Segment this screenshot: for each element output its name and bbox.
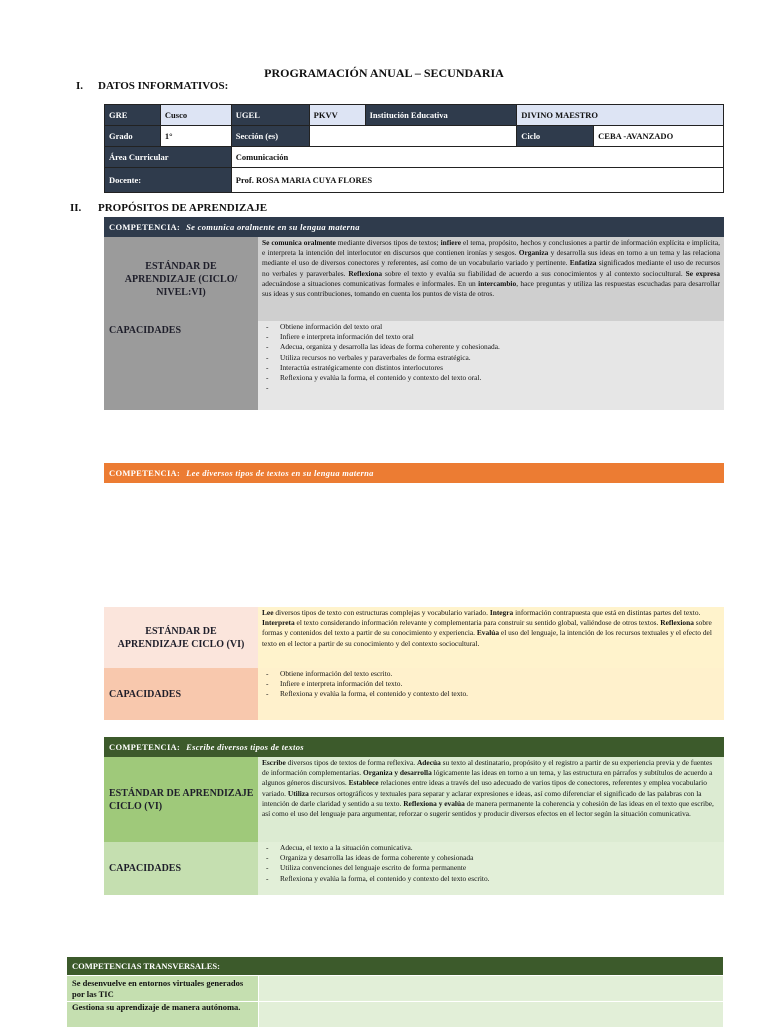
estandar-fragment: de manera permanente la coherencia y cohesión de las ideas en el texto que escribe, así como el uso del lenguaje para argumentar, reforzar o sugerir sentidos y producir diversos efectos en el lector según la situación comunicativa. — [262, 798, 714, 819]
capacidades-lee-row — [104, 668, 724, 720]
estandar-label: ESTÁNDAR DE APRENDIZAJE (CICLO/ NIVEL:VI) — [104, 237, 258, 321]
grado-label: Grado — [105, 126, 161, 147]
estandar-fragment: recursos ortográficos y textuales para separar y aclarar expresiones e ideas, así como diferenciar el significado de las palabras con la intención de darle claridad y sentido a su texto. — [262, 788, 702, 808]
capacidades-label: CAPACIDADES — [104, 321, 258, 410]
estandar-keyword: intercambio — [478, 278, 517, 288]
estandar-fragment: lógicamente las ideas en torno a un tema, y las estructura en párrafos y subtítulos de acuerdo a algunos géneros discursivos. — [262, 768, 713, 788]
transversal-tic-value — [258, 976, 723, 1002]
estandar-keyword: Establece — [348, 778, 379, 788]
area-label: Área Curricular — [105, 147, 232, 168]
institucion-value: DIVINO MAESTRO — [517, 105, 724, 126]
table-row — [105, 168, 724, 193]
estandar-fragment: el texto considerando información relevante y complementaria para construir su sentido global, valiéndose de otros textos. — [294, 618, 661, 628]
ugel-label: UGEL — [231, 105, 309, 126]
list-item: - Utiliza recursos no verbales y paraverbales de forma estratégica. — [262, 353, 720, 363]
list-item: - Obtiene información del texto oral — [262, 322, 720, 332]
estandar-keyword: Se expresa — [685, 268, 720, 278]
estandar-fragment: significados mediante el uso de recursos no verbales y paraverbales. — [262, 258, 721, 278]
estandar-text — [258, 757, 724, 842]
competencia-oral-header — [104, 217, 724, 237]
docente-value: Prof. ROSA MARIA CUYA FLORES — [231, 168, 723, 193]
estandar-fragment: , hace preguntas y utiliza las respuestas escuchadas para desarrollar sus ideas y sus contribuciones, tomando en cuenta los puntos de vista de otros. — [262, 278, 720, 299]
institucion-label: Institución Educativa — [365, 105, 517, 126]
ugel-value: PKVV — [309, 105, 365, 126]
competencia-label: COMPETENCIA: — [109, 468, 181, 478]
competencias-transversales-table — [66, 956, 724, 1028]
list-item: - Interactúa estratégicamente con distintos interlocutores — [262, 363, 720, 373]
section-number: II. — [70, 202, 82, 214]
estandar-label: ESTÁNDAR DE APRENDIZAJE CICLO (VI) — [104, 757, 258, 842]
list-item: - Obtiene información del texto escrito. — [262, 669, 720, 679]
list-item: - Infiere e interpreta información del texto. — [262, 679, 720, 689]
table-row — [67, 976, 724, 1002]
capacidades-list-container — [258, 842, 724, 895]
seccion-value — [309, 126, 517, 147]
estandar-fragment: y desarrolla sus ideas en torno a un tema y las relaciona mediante el uso de diversos conectores y referentes, así como de un vocabulario variado y pertinente. — [262, 248, 720, 268]
capacidades-list-container — [258, 668, 724, 720]
estandar-fragment: relaciones entre ideas a través del uso adecuado de varios tipos de conectores, referentes y emplea vocabulario variado. — [262, 778, 707, 798]
competencia-label: COMPETENCIA: — [109, 222, 181, 232]
grado-value: 1° — [160, 126, 231, 147]
competencia-name: Lee diversos tipos de textos en su lengua materna — [186, 468, 374, 478]
section-label: PROPÓSITOS DE APRENDIZAJE — [98, 202, 268, 214]
capacidades-list — [262, 669, 720, 700]
list-item: - Utiliza convenciones del lenguaje escrito de forma permanente — [262, 863, 720, 873]
estandar-keyword: Organiza y desarrolla — [362, 768, 432, 778]
estandar-keyword: Enfatiza — [569, 258, 597, 268]
gre-value: Cusco — [160, 105, 231, 126]
list-item: - Adecua, organiza y desarrolla las ideas de forma coherente y cohesionada. — [262, 342, 720, 352]
list-item: - Reflexiona y evalúa la forma, el contenido y contexto del texto oral. — [262, 373, 720, 383]
table-row — [105, 105, 724, 126]
section-label: DATOS INFORMATIVOS: — [98, 80, 229, 92]
table-row — [67, 957, 724, 976]
estandar-fragment: diversos tipos de texto con estructuras complejas y vocabulario variado. — [273, 608, 490, 617]
estandar-escribe-row — [104, 757, 724, 842]
transversales-header: COMPETENCIAS TRANSVERSALES: — [67, 957, 724, 976]
estandar-lee-row — [104, 607, 724, 668]
transversal-autonoma: Gestiona su aprendizaje de manera autónoma. — [67, 1002, 259, 1028]
estandar-fragment: el tema, propósito, hechos y conclusiones a partir de información explícita e implícita, e interpreta la intención del interlocutor en discursos que contienen ironías y sesgos. — [262, 238, 720, 258]
estandar-fragment: sobre formas y contenidos del texto a partir de su conocimiento y experiencia. — [262, 618, 712, 638]
list-item: - Reflexiona y evalúa la forma, el contenido y contexto del texto. — [262, 689, 720, 699]
ciclo-label: Ciclo — [517, 126, 594, 147]
section-propositos — [70, 202, 267, 214]
estandar-keyword: Organiza — [518, 248, 549, 258]
seccion-label: Sección (es) — [231, 126, 309, 147]
competencia-lee-header — [104, 463, 724, 483]
capacidades-oral-row — [104, 321, 724, 410]
estandar-label: ESTÁNDAR DE APRENDIZAJE CICLO (VI) — [104, 607, 258, 668]
datos-informativos-table — [104, 104, 724, 193]
transversal-tic: Se desenvuelve en entornos virtuales generados por las TIC — [67, 976, 259, 1002]
table-row — [105, 126, 724, 147]
competencia-label: COMPETENCIA: — [109, 742, 181, 752]
estandar-keyword: Reflexiona y evalúa — [403, 798, 465, 808]
area-value: Comunicación — [231, 147, 723, 168]
list-item: - Infiere e interpreta información del texto oral — [262, 332, 720, 342]
estandar-oral-row — [104, 237, 724, 321]
estandar-text — [258, 607, 724, 668]
gre-label: GRE — [105, 105, 161, 126]
estandar-fragment: el uso del lenguaje, la intención de los recursos textuales y el efecto del texto en el lector a partir de su conocimiento y del contexto sociocultural. — [262, 628, 712, 648]
competencia-name: Se comunica oralmente en su lengua materna — [186, 222, 360, 232]
estandar-keyword: Escribe — [262, 758, 286, 767]
page-title: PROGRAMACIÓN ANUAL – SECUNDARIA — [264, 66, 504, 80]
estandar-fragment: información contrapuesta que está en distintas partes del texto. — [513, 608, 701, 617]
capacidades-label: CAPACIDADES — [104, 842, 258, 895]
estandar-text — [258, 237, 724, 321]
estandar-fragment: diversos tipos de textos de forma reflexiva. — [285, 758, 417, 767]
list-item: - Organiza y desarrolla las ideas de forma coherente y cohesionada — [262, 853, 720, 863]
table-row — [105, 147, 724, 168]
capacidades-label: CAPACIDADES — [104, 668, 258, 720]
ciclo-value: CEBA -AVANZADO — [594, 126, 724, 147]
capacidades-list-container — [258, 321, 724, 410]
capacidades-list — [262, 843, 720, 884]
capacidades-list — [262, 322, 720, 383]
estandar-keyword: Reflexiona — [348, 268, 383, 278]
estandar-keyword: Se comunica oralmente — [262, 238, 336, 247]
estandar-fragment: mediante diversos tipos de textos; — [335, 238, 441, 247]
estandar-fragment: su texto al destinatario, propósito y el registro a partir de su experiencia previa y de fuentes de información complementarias. — [262, 758, 713, 778]
estandar-keyword: infiere — [440, 238, 461, 247]
estandar-keyword: Evalúa — [476, 628, 500, 638]
estandar-keyword: Interpreta — [262, 618, 295, 628]
section-number: I. — [76, 80, 84, 92]
section-datos-informativos — [76, 80, 228, 92]
estandar-keyword: Lee — [262, 608, 274, 617]
estandar-keyword: Reflexiona — [660, 618, 694, 628]
estandar-fragment: sobre el texto y evalúa su fiabilidad de acuerdo a sus conocimientos y al contexto sociocultural. — [382, 268, 686, 278]
list-item: - Reflexiona y evalúa la forma, el contenido y contexto del texto escrito. — [262, 874, 720, 884]
list-item: - Adecua, el texto a la situación comunicativa. — [262, 843, 720, 853]
competencia-escribe-header — [104, 737, 724, 757]
estandar-keyword: Integra — [489, 608, 514, 617]
estandar-keyword: Adecúa — [416, 758, 441, 767]
capacidades-escribe-row — [104, 842, 724, 895]
estandar-keyword: Utiliza — [287, 788, 309, 798]
competencia-name: Escribe diversos tipos de textos — [186, 742, 304, 752]
estandar-fragment: adecuándose a situaciones comunicativas formales e informales. En un — [262, 278, 479, 288]
docente-label: Docente: — [105, 168, 232, 193]
